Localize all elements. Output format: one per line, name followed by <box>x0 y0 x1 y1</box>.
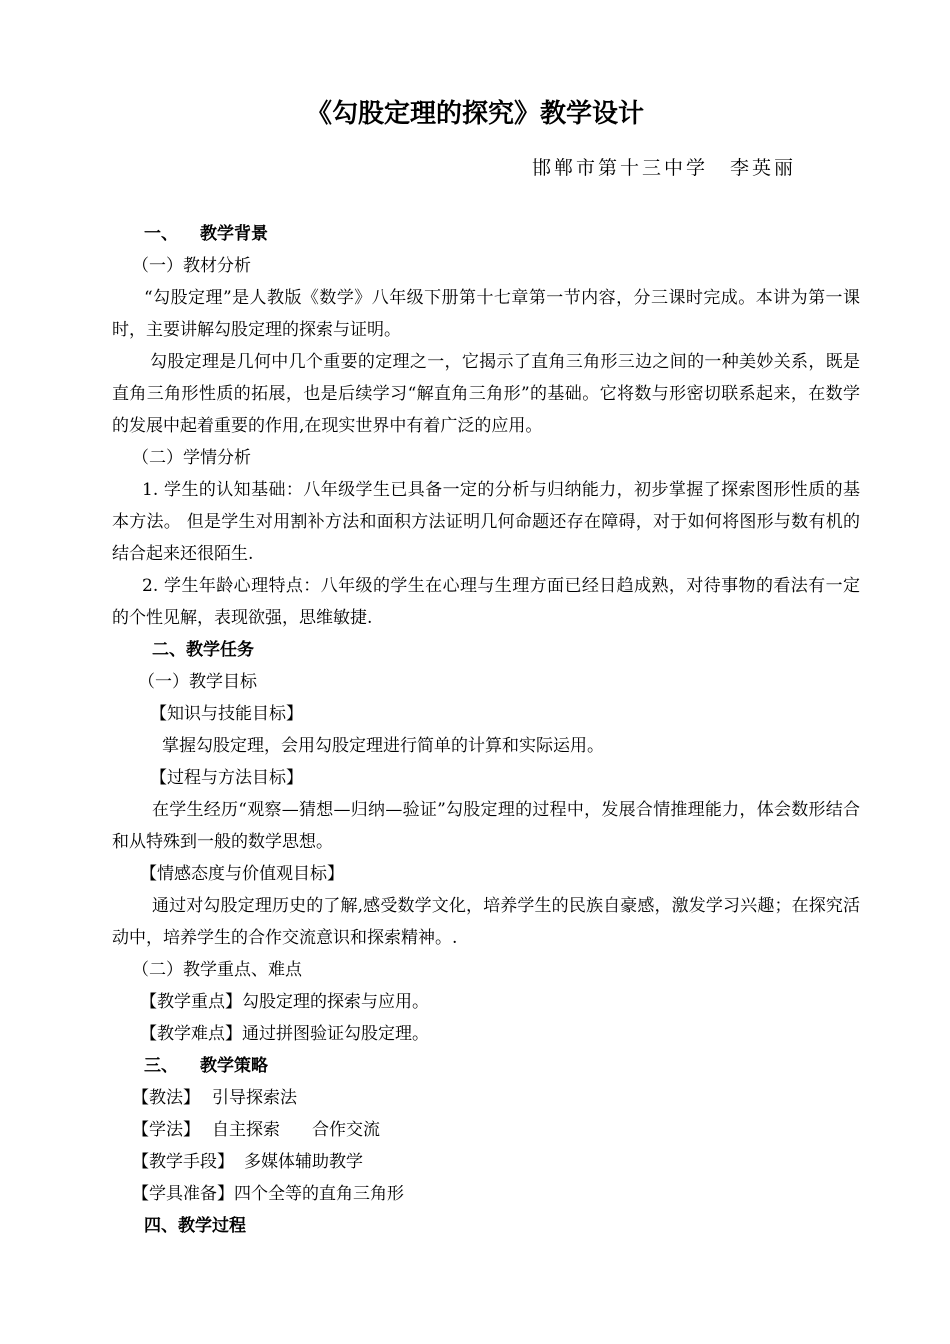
section-1-number: 一、 <box>144 224 178 244</box>
paragraph-student-1: 1. 学生的认知基础：八年级学生已具备一定的分析与归纳能力，初步掌握了探索图形性质的基本方法。 但是学生对用割补方法和面积方法证明几何命题还存在障碍，对于如何将图形与数有机的结合起来还很陌生. <box>112 480 860 564</box>
teaching-method-text: 引导探索法 <box>212 1088 297 1108</box>
section-3-title: 教学策略 <box>200 1056 268 1076</box>
section-1-heading <box>144 218 894 250</box>
paragraph-student-2: 2. 学生年龄心理特点：八年级的学生在心理与生理方面已经日趋成熟，对待事物的看法有一定的个性见解，表现欲强，思维敏捷. <box>112 576 860 628</box>
subsection-teaching-goals: （一）教学目标 <box>138 672 257 692</box>
key-point-line: 【教学重点】勾股定理的探索与应用。 <box>140 992 429 1012</box>
paragraph-textbook-2: 勾股定理是几何中几个重要的定理之一，它揭示了直角三角形三边之间的一种美妙关系，既是直角三角形性质的拓展，也是后续学习“解直角三角形”的基础。它将数与形密切联系起来，在数学的发展中起着重要的作用,在现实世界中有着广泛的应用。 <box>112 352 860 436</box>
goal-knowledge-label: 【知识与技能目标】 <box>150 704 303 724</box>
author-line <box>532 152 796 184</box>
author-school: 邯郸市第十三中学 <box>532 157 709 179</box>
difficulty-line: 【教学难点】通过拼图验证勾股定理。 <box>140 1024 429 1044</box>
goal-emotion-text: 通过对勾股定理历史的了解,感受数学文化，培养学生的民族自豪感，激发学习兴趣；在探究活动中，培养学生的合作交流意识和探索精神。. <box>112 896 860 948</box>
section-3-heading <box>144 1050 894 1082</box>
paragraph-textbook-1: “勾股定理”是人教版《数学》八年级下册第十七章第一节内容，分三课时完成。本讲为第一课时，主要讲解勾股定理的探索与证明。 <box>112 288 860 340</box>
teaching-means-label: 【教学手段】 <box>132 1152 234 1172</box>
teaching-method-label: 【教法】 <box>132 1088 200 1108</box>
subsection-student-analysis: （二）学情分析 <box>132 448 251 468</box>
section-1-title: 教学背景 <box>200 224 268 244</box>
document-title: 《勾股定理的探究》教学设计 <box>305 99 644 129</box>
learning-method-line <box>132 1114 882 1146</box>
goal-process-text: 在学生经历“观察—猜想—归纳—验证”勾股定理的过程中，发展合情推理能力，体会数形结合和从特殊到一般的数学思想。 <box>112 800 860 852</box>
goal-emotion-label: 【情感态度与价值观目标】 <box>140 864 344 884</box>
learning-method-label: 【学法】 <box>132 1120 200 1140</box>
learning-tools-line: 【学具准备】四个全等的直角三角形 <box>132 1184 404 1204</box>
teaching-means-line <box>132 1146 882 1178</box>
section-4-heading: 四、教学过程 <box>144 1216 246 1236</box>
goal-process-label: 【过程与方法目标】 <box>150 768 303 788</box>
subsection-textbook-analysis: （一）教材分析 <box>132 256 251 276</box>
learning-method-text-1: 自主探索 <box>212 1120 280 1140</box>
section-3-number: 三、 <box>144 1056 178 1076</box>
teaching-means-text: 多媒体辅助教学 <box>244 1152 363 1172</box>
teaching-method-line <box>132 1082 882 1114</box>
author-name: 李英丽 <box>730 157 797 179</box>
learning-method-text-2: 合作交流 <box>312 1120 380 1140</box>
subsection-key-points: （二）教学重点、难点 <box>132 960 302 980</box>
section-2-heading: 二、教学任务 <box>152 640 254 660</box>
goal-knowledge-text: 掌握勾股定理，会用勾股定理进行简单的计算和实际运用。 <box>162 736 604 756</box>
